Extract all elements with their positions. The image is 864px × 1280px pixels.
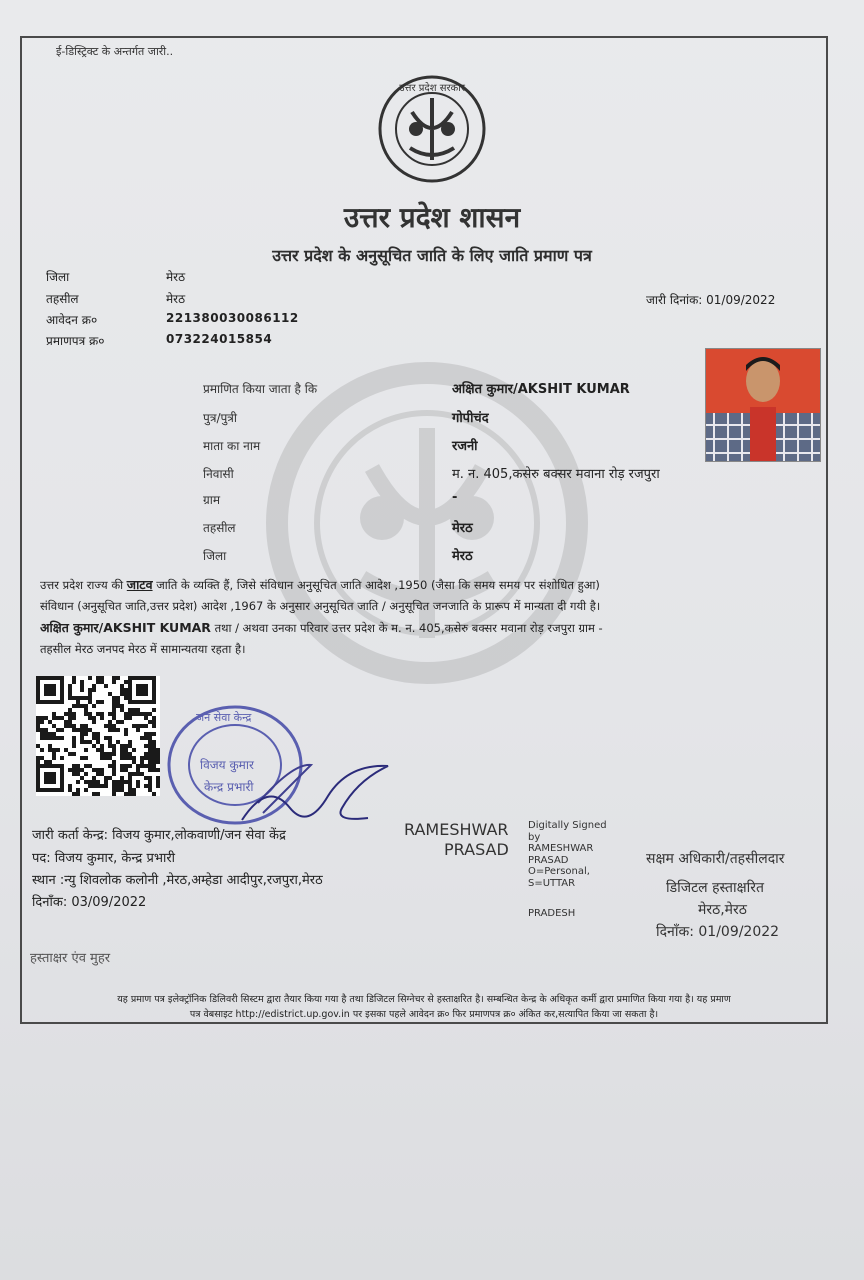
handwritten-signature [238, 760, 398, 830]
digital-signature-details [528, 820, 607, 889]
authority-title: सक्षम अधिकारी/तहसीलदार [646, 851, 785, 867]
statement-line4: तहसील मेरठ जनपद मेरठ में सामान्यतया रहता है। [40, 642, 246, 656]
certified-label: प्रमाणित किया जाता है कि [203, 382, 318, 396]
authority-digitally-signed: डिजिटल हस्ताक्षरित [666, 880, 764, 896]
certificate-number: 073224015854 [166, 332, 273, 346]
father-name: गोपीचंद [452, 411, 489, 426]
emblem-ring-text: उत्तर प्रदेश सरकार [399, 83, 465, 94]
digisign-line4: PRASAD [528, 854, 569, 866]
applicant-name: अक्षित कुमार/AKSHIT KUMAR [452, 382, 630, 397]
applicant-photo [705, 348, 821, 462]
qr-code [36, 676, 160, 796]
certificate-statement [40, 574, 820, 660]
statement-line1-a: उत्तर प्रदेश राज्य की [40, 578, 127, 592]
issuer-post: पद: विजय कुमार, केन्द्र प्रभारी [32, 851, 176, 866]
caste-name: जाटव [126, 577, 153, 592]
statement-line3: तथा / अथवा उनका परिवार उत्तर प्रदेश के म. न. 405,कसेरु बक्सर मवाना रोड़ रजपुरा ग्राम - [210, 621, 603, 635]
certificate-number-label: प्रमाणपत्र क्र० [46, 334, 105, 348]
resident-label: निवासी [203, 467, 234, 481]
signer-name-line2: PRASAD [444, 840, 509, 859]
verification-notice [20, 992, 828, 1022]
district-value: मेरठ [166, 270, 186, 284]
issuer-place: स्थान :न्यु शिवलोक कलोनी ,मेरठ,अम्हेडा आदीपुर,रजपुरा,मेरठ [32, 873, 323, 888]
signature-seal-label: हस्ताक्षर एंव मुहर [30, 951, 111, 966]
digisign-line5: O=Personal, [528, 866, 590, 877]
tehsil-field-value: मेरठ [452, 521, 473, 536]
mother-label: माता का नाम [203, 439, 261, 453]
tehsil-label: तहसील [46, 292, 79, 306]
issuer-date: दिनाँक: 03/09/2022 [32, 895, 147, 910]
signer-name-line1: RAMESHWAR [404, 820, 509, 839]
district-label: जिला [46, 270, 70, 284]
statement-line1-b: जाति के व्यक्ति हैं, जिसे संविधान अनुसूचित जाति आदेश ,1950 (जैसा कि समय समय पर संशोधित हुआ) [152, 578, 600, 592]
tehsil-field-label: तहसील [203, 521, 236, 535]
seal-inner-line1: विजय कुमार [200, 758, 254, 772]
authority-place: मेरठ,मेरठ [698, 902, 747, 918]
village-label: ग्राम [203, 493, 221, 507]
mother-name: रजनी [452, 439, 478, 454]
seal-ring-text: जन सेवा केन्द्र [196, 711, 252, 724]
digisign-line2: by [528, 831, 541, 843]
seal-inner-line2: केन्द्र प्रभारी [204, 780, 254, 794]
son-of-label: पुत्र/पुत्री [203, 411, 238, 425]
village-value: - [452, 490, 458, 505]
digisign-line3: RAMESHWAR [528, 843, 594, 854]
notice-line1: यह प्रमाण पत्र इलेक्ट्रॉनिक डिलिवरी सिस्टम द्वारा तैयार किया गया है तथा डिजिटल सिग्नेचर से हस्ताक्षरित है। सम्बन्धित केन्द्र के अधिकृत कर्मी द्वारा प्रमाणित किया गया है। यह प्रमाण [117, 994, 731, 1005]
statement-name: अक्षित कुमार/AKSHIT KUMAR [40, 620, 211, 635]
digisign-line6: S=UTTAR [528, 877, 576, 889]
issuing-center: जारी कर्ता केन्द्र: विजय कुमार,लोकवाणी/जन सेवा केंद्र [32, 828, 286, 843]
district-field-label: जिला [203, 549, 227, 563]
district-field-value: मेरठ [452, 549, 473, 564]
statement-line2: संविधान (अनुसूचित जाति,उत्तर प्रदेश) आदेश ,1967 के अनुसार अनुसूचित जाति / अनुसूचित जनजाति के प्रारूप में मान्यता दी गयी है। [40, 599, 601, 613]
application-number: 221380030086112 [166, 311, 299, 325]
digisign-line1: Digitally Signed [528, 820, 607, 831]
resident-address: म. न. 405,कसेरु बक्सर मवाना रोड़ रजपुरा [452, 467, 660, 482]
document-title: उत्तर प्रदेश शासन [343, 201, 521, 234]
digisign-line7: PRADESH [528, 908, 576, 919]
notice-line2: पत्र वेबसाइट http://edistrict.up.gov.in पर इसका पहले आवेदन क्र० फिर प्रमाणपत्र क्र० अंकित कर,सत्यापित किया जा सकता है। [189, 1009, 659, 1020]
application-number-label: आवेदन क्र० [46, 313, 98, 327]
tehsil-value: मेरठ [166, 292, 186, 306]
issue-date: जारी दिनांक: 01/09/2022 [646, 293, 776, 307]
document-subtitle: उत्तर प्रदेश के अनुसूचित जाति के लिए जाति प्रमाण पत्र [272, 246, 592, 265]
authority-date: दिनाँक: 01/09/2022 [656, 924, 780, 940]
issued-under-text: ई-डिस्ट्रिक्ट के अन्तर्गत जारी.. [56, 45, 174, 58]
